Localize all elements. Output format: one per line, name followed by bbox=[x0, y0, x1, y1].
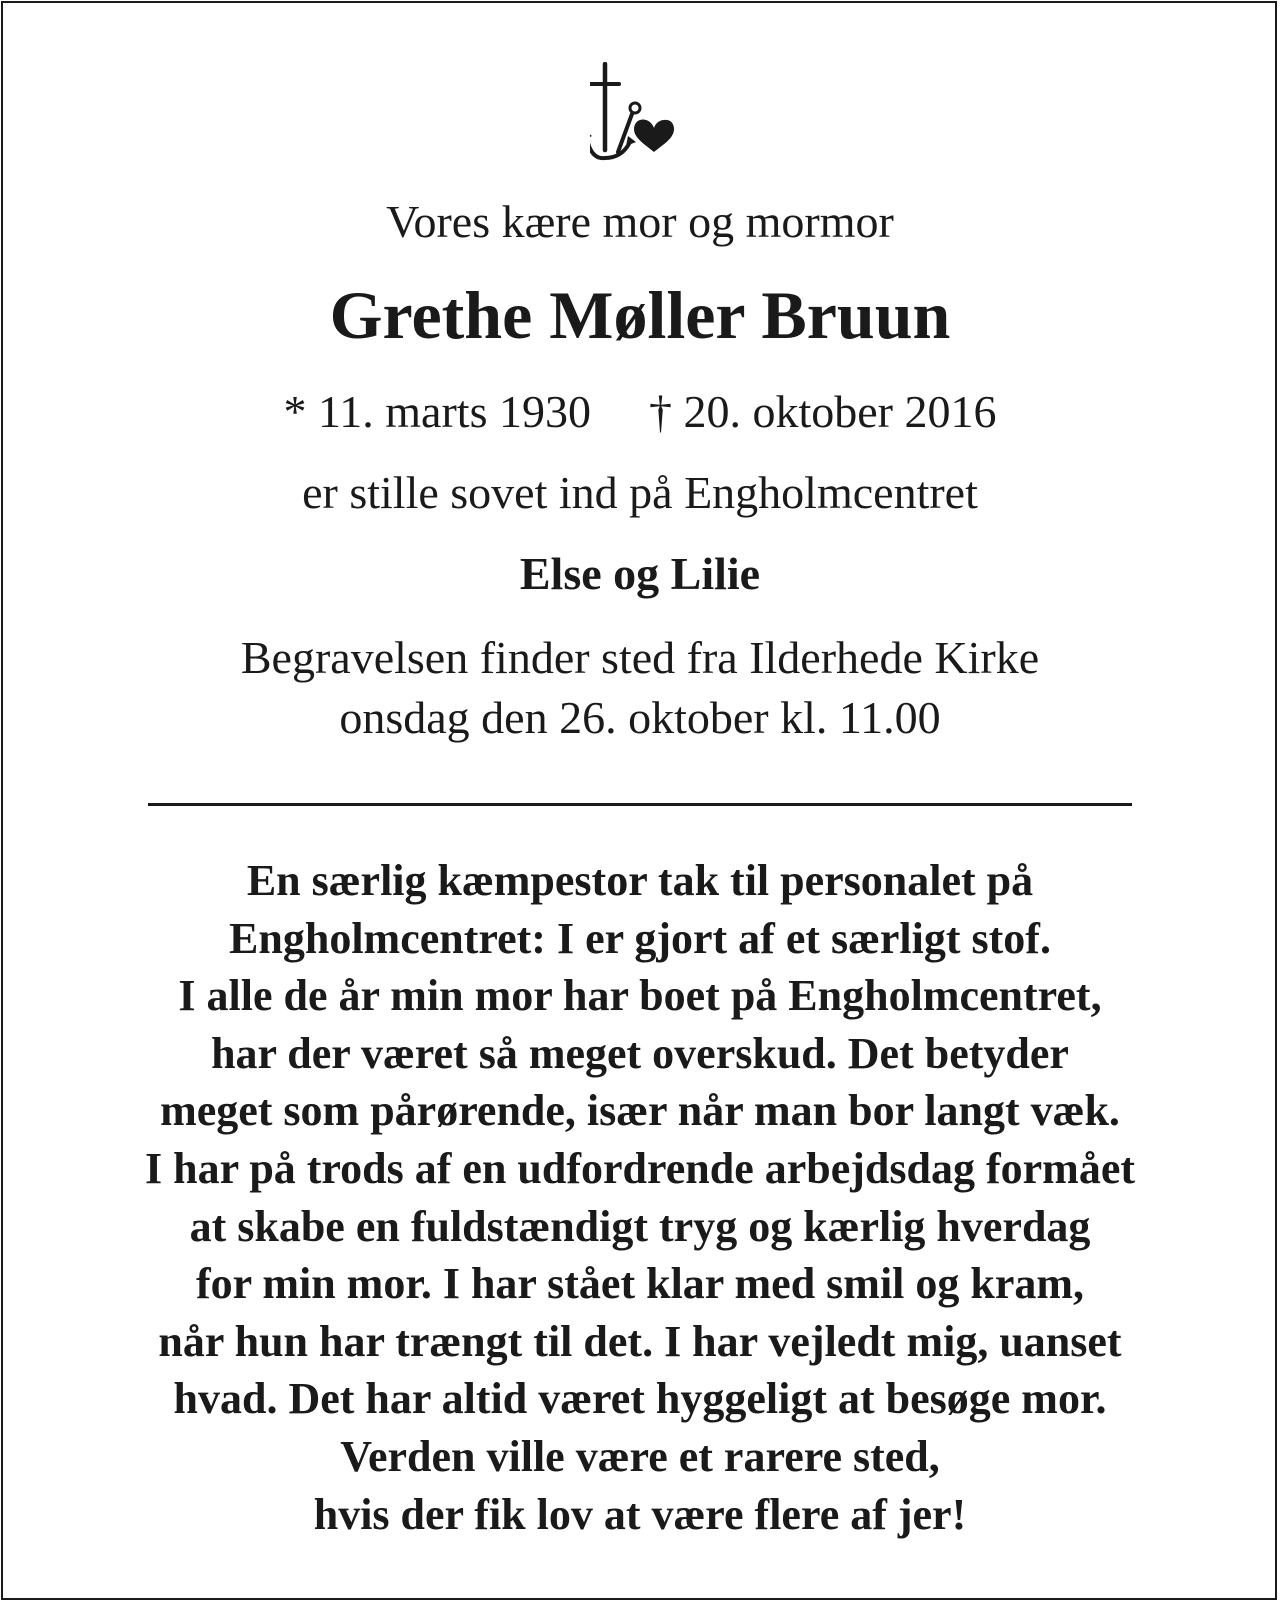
funeral-line: Begravelsen finder sted fra Ilderhede Kirke bbox=[240, 632, 1040, 683]
thanks-line: Verden ville være et rarere sted, bbox=[340, 1431, 940, 1481]
deceased-name: Grethe Møller Bruun bbox=[329, 277, 951, 353]
thanks-line: I alle de år min mor har boet på Engholmcentret, bbox=[178, 971, 1102, 1021]
intro-line: Vores kære mor og mormor bbox=[386, 196, 894, 247]
thanks-line: I har på trods af en udfordrende arbejdsdag formået bbox=[144, 1143, 1136, 1193]
thanks-line: har der været så meget overskud. Det betyder bbox=[211, 1028, 1069, 1078]
thanks-line: hvad. Det har altid været hyggeligt at besøge mor. bbox=[173, 1374, 1107, 1424]
thanks-line: at skabe en fuldstændigt tryg og kærlig hverdag bbox=[189, 1201, 1091, 1251]
funeral-info bbox=[0, 628, 1280, 748]
thanks-line: når hun har trængt til det. I har vejledt mig, uanset bbox=[158, 1316, 1122, 1366]
place-of-death-line: er stille sovet ind på Engholmcentret bbox=[302, 467, 978, 518]
funeral-line: onsdag den 26. oktober kl. 11.00 bbox=[339, 692, 941, 743]
signed-by: Else og Lilie bbox=[519, 548, 761, 599]
birth-date: * 11. marts 1930 bbox=[283, 386, 591, 437]
thanks-line: hvis der fik lov at være flere af jer! bbox=[313, 1489, 967, 1539]
cross-anchor-heart-icon bbox=[590, 62, 690, 172]
thanks-line: Engholmcentret: I er gjort af et særligt stof. bbox=[229, 913, 1051, 963]
thanks-line: meget som pårørende, især når man bor langt væk. bbox=[160, 1086, 1120, 1136]
thank-you-message bbox=[0, 852, 1280, 1543]
thanks-line: En særlig kæmpestor tak til personalet på bbox=[246, 856, 1034, 905]
thanks-line: for min mor. I har stået klar med smil og kram, bbox=[195, 1259, 1085, 1309]
divider-rule bbox=[148, 803, 1132, 806]
life-dates bbox=[0, 382, 1280, 442]
death-date: † 20. oktober 2016 bbox=[648, 386, 997, 437]
